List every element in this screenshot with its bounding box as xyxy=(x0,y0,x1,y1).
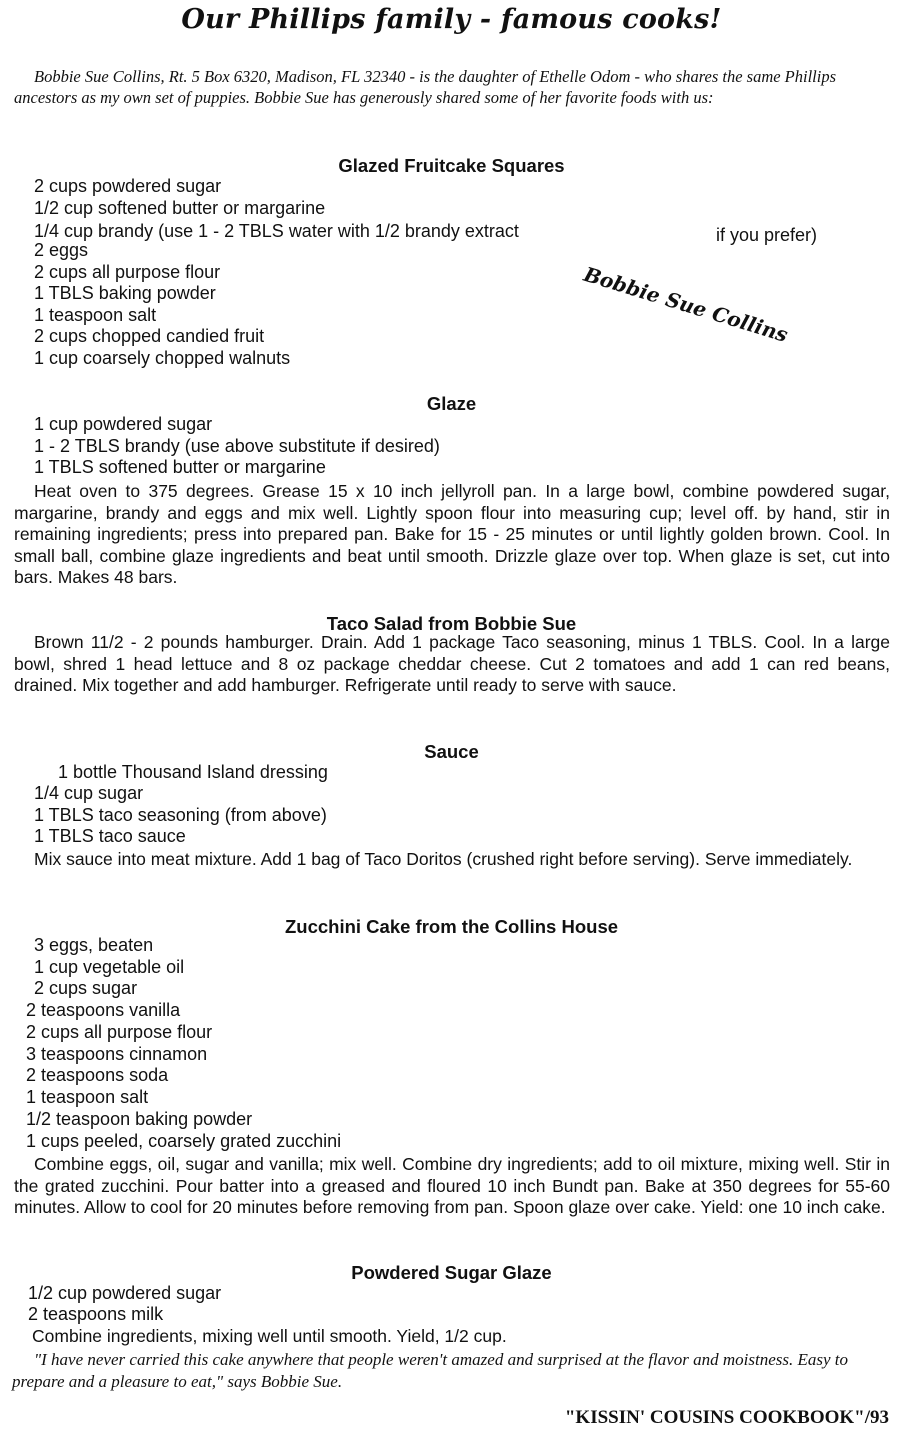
zucchini-directions: Combine eggs, oil, sugar and vanilla; mix well. Combine dry ingredients; add to oil mixture, mixing well. Stir in the grated zucchini. Pour batter into a greased and floured 10 inch Bundt pan. Bake at 350 degrees for 55-60 minutes. Allow to cool for 20 minutes before removing from pan. Spoon glaze over cake. Yield: one 10 inch cake. xyxy=(14,1154,890,1217)
ingredient-line: 1 cup powdered sugar xyxy=(34,414,213,434)
ingredient-line: 2 teaspoons vanilla xyxy=(26,1000,181,1020)
ingredient-line: 3 teaspoons cinnamon xyxy=(26,1044,208,1064)
sugar-glaze-heading: Powdered Sugar Glaze xyxy=(351,1262,552,1283)
ingredient-line: 1 cups peeled, coarsely grated zucchini xyxy=(26,1131,342,1151)
ingredient-line: 1 - 2 TBLS brandy (use above substitute if desired) xyxy=(34,436,440,456)
sauce-directions: Mix sauce into meat mixture. Add 1 bag of Taco Doritos (crushed right before serving). Serve immediately. xyxy=(34,849,853,869)
taco-directions: Brown 11/2 - 2 pounds hamburger. Drain. Add 1 package Taco seasoning, minus 1 TBLS. Cool. In a large bowl, shred 1 head lettuce and 8 oz package cheddar cheese. Cut 2 tomatoes and add 1 can red beans, drained. Mix together and add hamburger. Refrigerate until ready to serve with sauce. xyxy=(14,632,890,695)
zucchini-heading: Zucchini Cake from the Collins House xyxy=(284,916,619,937)
ingredient-line: 1/4 cup sugar xyxy=(34,783,144,803)
intro-paragraph: Bobbie Sue Collins, Rt. 5 Box 6320, Madison, FL 32340 - is the daughter of Ethelle Odom - who shares the same Phillips ancestors as my own set of puppies. Bobbie Sue has generously shared some of her favorite foods with us: xyxy=(14,67,837,107)
signature: Bobbie Sue Collins xyxy=(580,262,791,347)
ingredient-line: 1 TBLS taco sauce xyxy=(34,826,186,846)
sauce-heading: Sauce xyxy=(424,741,479,762)
glaze-heading: Glaze xyxy=(426,393,477,414)
ingredient-line: 1 TBLS softened butter or margarine xyxy=(34,457,326,477)
ingredient-line: 3 eggs, beaten xyxy=(34,935,154,955)
ingredient-line: 2 cups all purpose flour xyxy=(26,1022,213,1042)
ingredient-line: 1/2 cup softened butter or margarine xyxy=(34,198,326,218)
ingredient-line: 2 teaspoons soda xyxy=(26,1065,169,1085)
ingredient-line: 1 TBLS baking powder xyxy=(34,283,216,303)
ingredient-line: 2 eggs xyxy=(34,240,89,260)
ingredient-line: 1 cup vegetable oil xyxy=(34,957,185,977)
taco-heading: Taco Salad from Bobbie Sue xyxy=(326,613,577,634)
ingredient-line: 2 cups powdered sugar xyxy=(34,176,222,196)
ingredient-line: 1 bottle Thousand Island dressing xyxy=(58,762,328,782)
page-footer: "KISSIN' COUSINS COOKBOOK"/93 xyxy=(564,1407,889,1428)
ingredient-line: 1 cup coarsely chopped walnuts xyxy=(34,348,291,368)
ingredient-line: 2 cups sugar xyxy=(34,978,138,998)
fruitcake-directions: Heat oven to 375 degrees. Grease 15 x 10 inch jellyroll pan. In a large bowl, combine powdered sugar, margarine, brandy and eggs and mix well. Lightly spoon flour into measuring cup; level off. by hand, stir in remaining ingredients; press into prepared pan. Bake for 15 - 25 minutes or until lightly golden brown. Cool. In small ball, combine glaze ingredients and beat until smooth. Drizzle glaze over top. When glaze is set, cut into bars. Makes 48 bars. xyxy=(14,481,890,587)
ingredient-line: 2 teaspoons milk xyxy=(28,1304,164,1324)
brandy-note: if you prefer) xyxy=(716,225,818,245)
ingredient-line: 1/2 cup powdered sugar xyxy=(28,1283,222,1303)
ingredient-line: 1 teaspoon salt xyxy=(34,305,157,325)
ingredient-line: 1 TBLS taco seasoning (from above) xyxy=(34,805,327,825)
quote: "I have never carried this cake anywhere that people weren't amazed and surprised at the flavor and moistness. Easy to prepare and a pleasure to eat," says Bobbie Sue. xyxy=(12,1350,849,1391)
ingredient-line: 2 cups chopped candied fruit xyxy=(34,326,265,346)
ingredient-line: 1 teaspoon salt xyxy=(26,1087,149,1107)
ingredient-line: 1/4 cup brandy (use 1 - 2 TBLS water with 1/2 brandy extract xyxy=(34,221,519,241)
ingredient-line: 2 cups all purpose flour xyxy=(34,262,221,282)
page-title: Our Phillips family - famous cooks! xyxy=(181,4,722,35)
sugar-glaze-directions: Combine ingredients, mixing well until smooth. Yield, 1/2 cup. xyxy=(32,1326,507,1346)
ingredient-line: 1/2 teaspoon baking powder xyxy=(26,1109,253,1129)
fruitcake-heading: Glazed Fruitcake Squares xyxy=(338,155,565,176)
